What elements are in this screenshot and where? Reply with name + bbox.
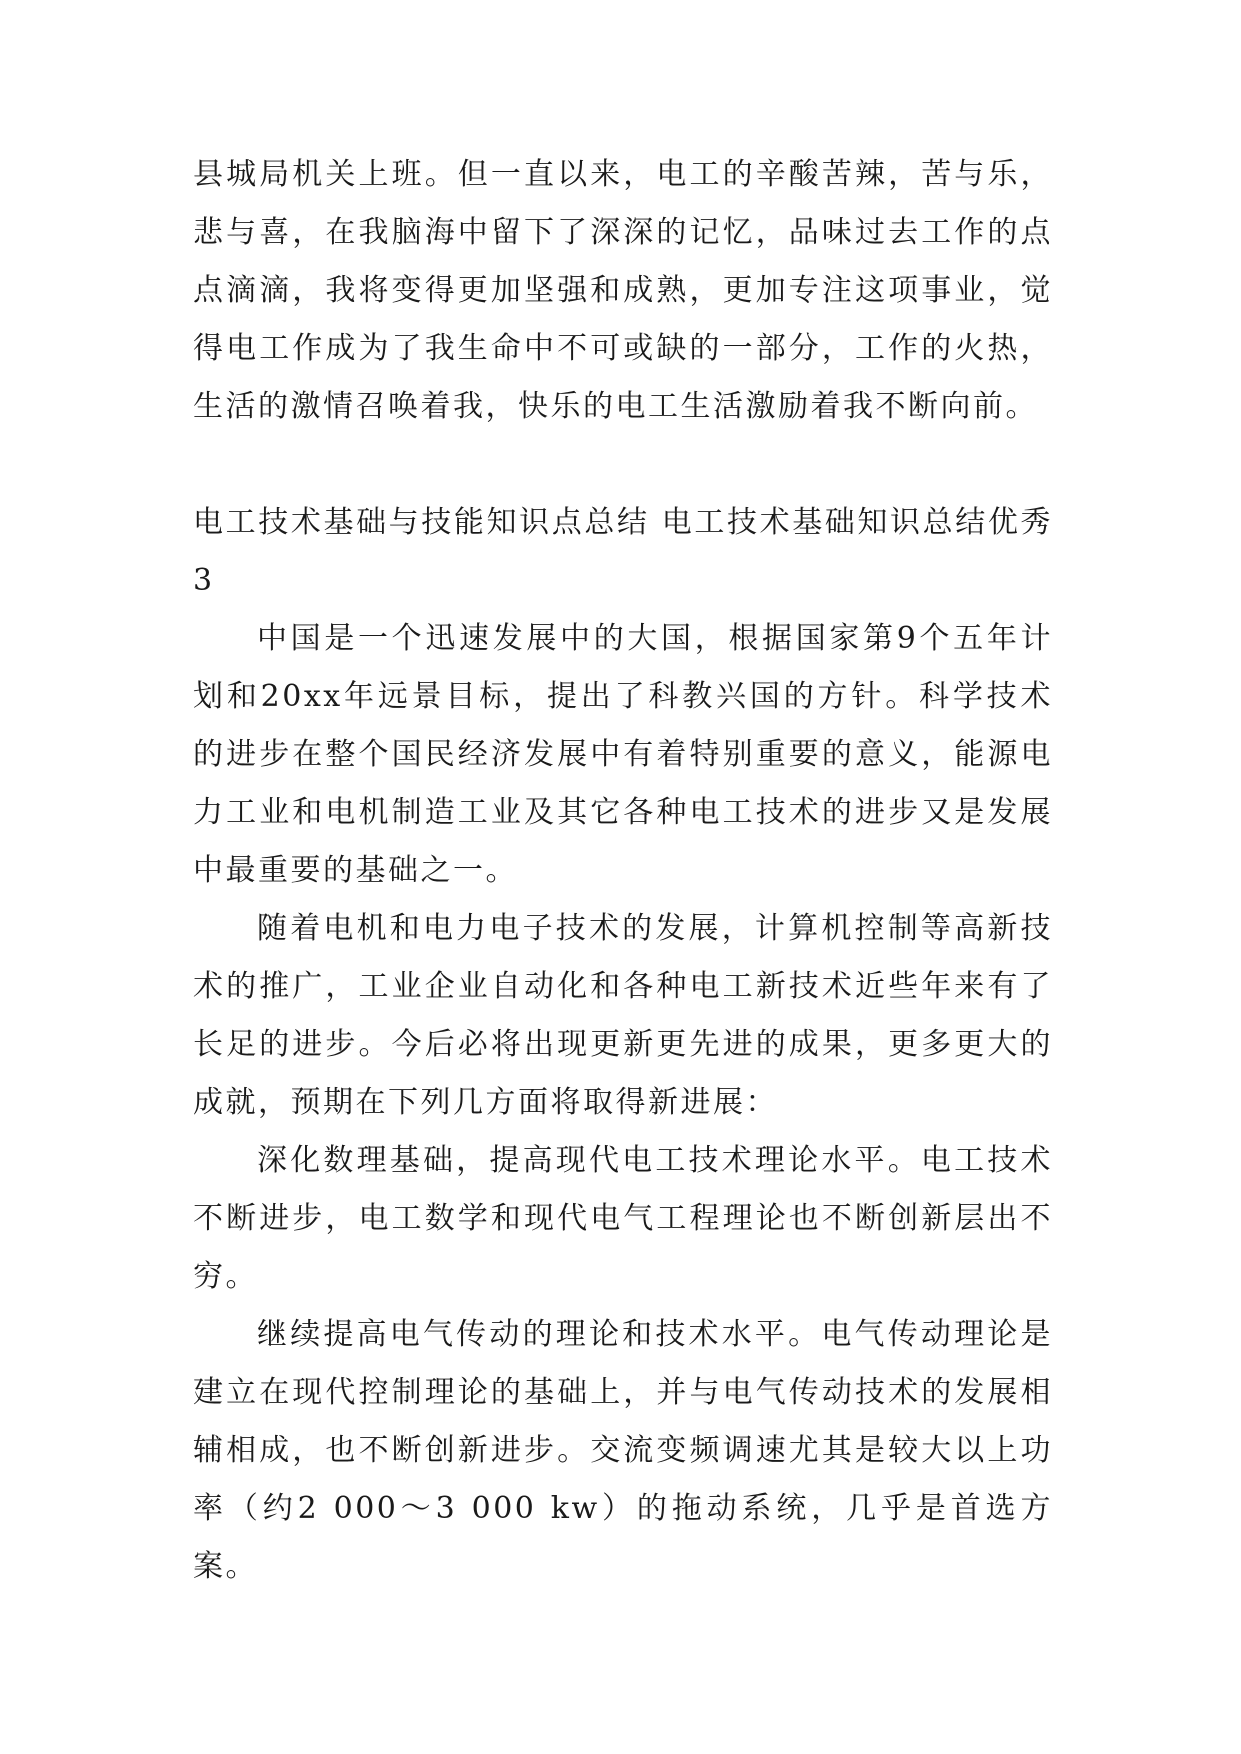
body-paragraph-2: 中国是一个迅速发展中的大国，根据国家第9个五年计划和20xx年远景目标，提出了科教兴国的方针。科学技术的进步在整个国民经济发展中有着特别重要的意义，能源电力工业和电机制造工业及其它各种电工技术的进步又是发展中最重要的基础之一。 [193,621,1053,888]
body-paragraph-4: 深化数理基础，提高现代电工技术理论水平。电工技术不断进步，电工数学和现代电气工程理论也不断创新层出不穷。 [193,1143,1053,1294]
body-paragraph-5: 继续提高电气传动的理论和技术水平。电气传动理论是建立在现代控制理论的基础上，并与电气传动技术的发展相辅相成，也不断创新进步。交流变频调速尤其是较大以上功率（约2 000～3 000 kw）的拖动系统，几乎是首选方案。 [193,1317,1053,1584]
document-page [193,146,1053,1596]
section-heading: 电工技术基础与技能知识点总结 电工技术基础知识总结优秀3 [193,505,1053,598]
body-paragraph-1: 县城局机关上班。但一直以来，电工的辛酸苦辣，苦与乐，悲与喜，在我脑海中留下了深深的记忆，品味过去工作的点点滴滴，我将变得更加坚强和成熟，更加专注这项事业，觉得电工作成为了我生命中不可或缺的一部分，工作的火热，生活的激情召唤着我，快乐的电工生活激励着我不断向前。 [193,157,1053,424]
body-paragraph-3: 随着电机和电力电子技术的发展，计算机控制等高新技术的推广，工业企业自动化和各种电工新技术近些年来有了长足的进步。今后必将出现更新更先进的成果，更多更大的成就，预期在下列几方面将取得新进展： [193,911,1053,1120]
